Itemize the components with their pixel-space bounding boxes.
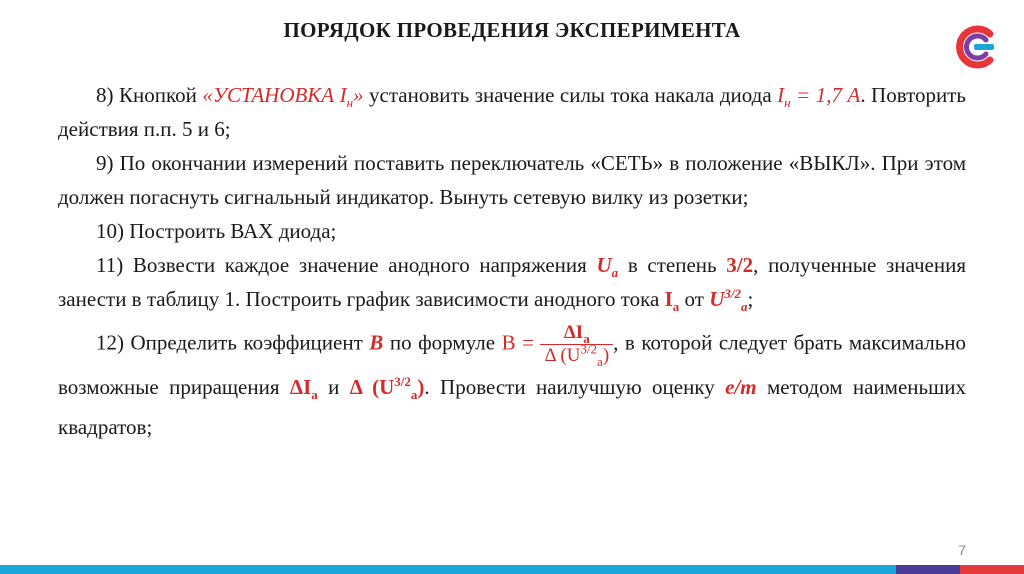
brand-logo-icon (952, 24, 998, 70)
formula-fraction: $\frac{\Delta I_a}{\Delta (U^{3/2}_a)}$ (540, 322, 613, 367)
step-10: 10) Построить ВАХ диода; (96, 219, 337, 243)
step-9: 9) По окончании измерений поставить переключатель «СЕТЬ» в положение «ВЫКЛ». При этом должен погаснуть сигнальный индикатор. Вынуть сетевую вилку из розетки; (58, 151, 966, 209)
step-12: 12) Определить коэффициент B по формуле B = $\frac{\Delta I_a}{\Delta (U^{3/2}_a)}$ , в которой следует брать максимально возможные приращения $\Delta I_a$ и Δ $(U^{3/2}_a)$. Провести наилучшую оценку e/m методом наименьших квадратов; (58, 322, 967, 439)
slide-content (58, 78, 966, 447)
step-8: 8) Кнопкой «УСТАНОВКА $I_н$» установить значение силы тока накала диода $I_н = 1,7$ A. Повторить действия п.п. 5 и 6; (58, 83, 966, 141)
bottom-bar-purple (896, 565, 960, 574)
bottom-bar-blue (0, 565, 896, 574)
slide-title: ПОРЯДОК ПРОВЕДЕНИЯ ЭКСПЕРИМЕНТА (283, 18, 741, 42)
bottom-bar-red (960, 565, 1024, 574)
page-number: 7 (958, 542, 966, 558)
step-11: 11) Возвести каждое значение анодного напряжения $U_a$ в степень 3/2, полученные значения занести в таблицу 1. Построить график зависимости анодного тока $I_a$ от $U^{3/2}_a$; (58, 253, 967, 315)
bottom-accent-bar (0, 565, 1024, 574)
